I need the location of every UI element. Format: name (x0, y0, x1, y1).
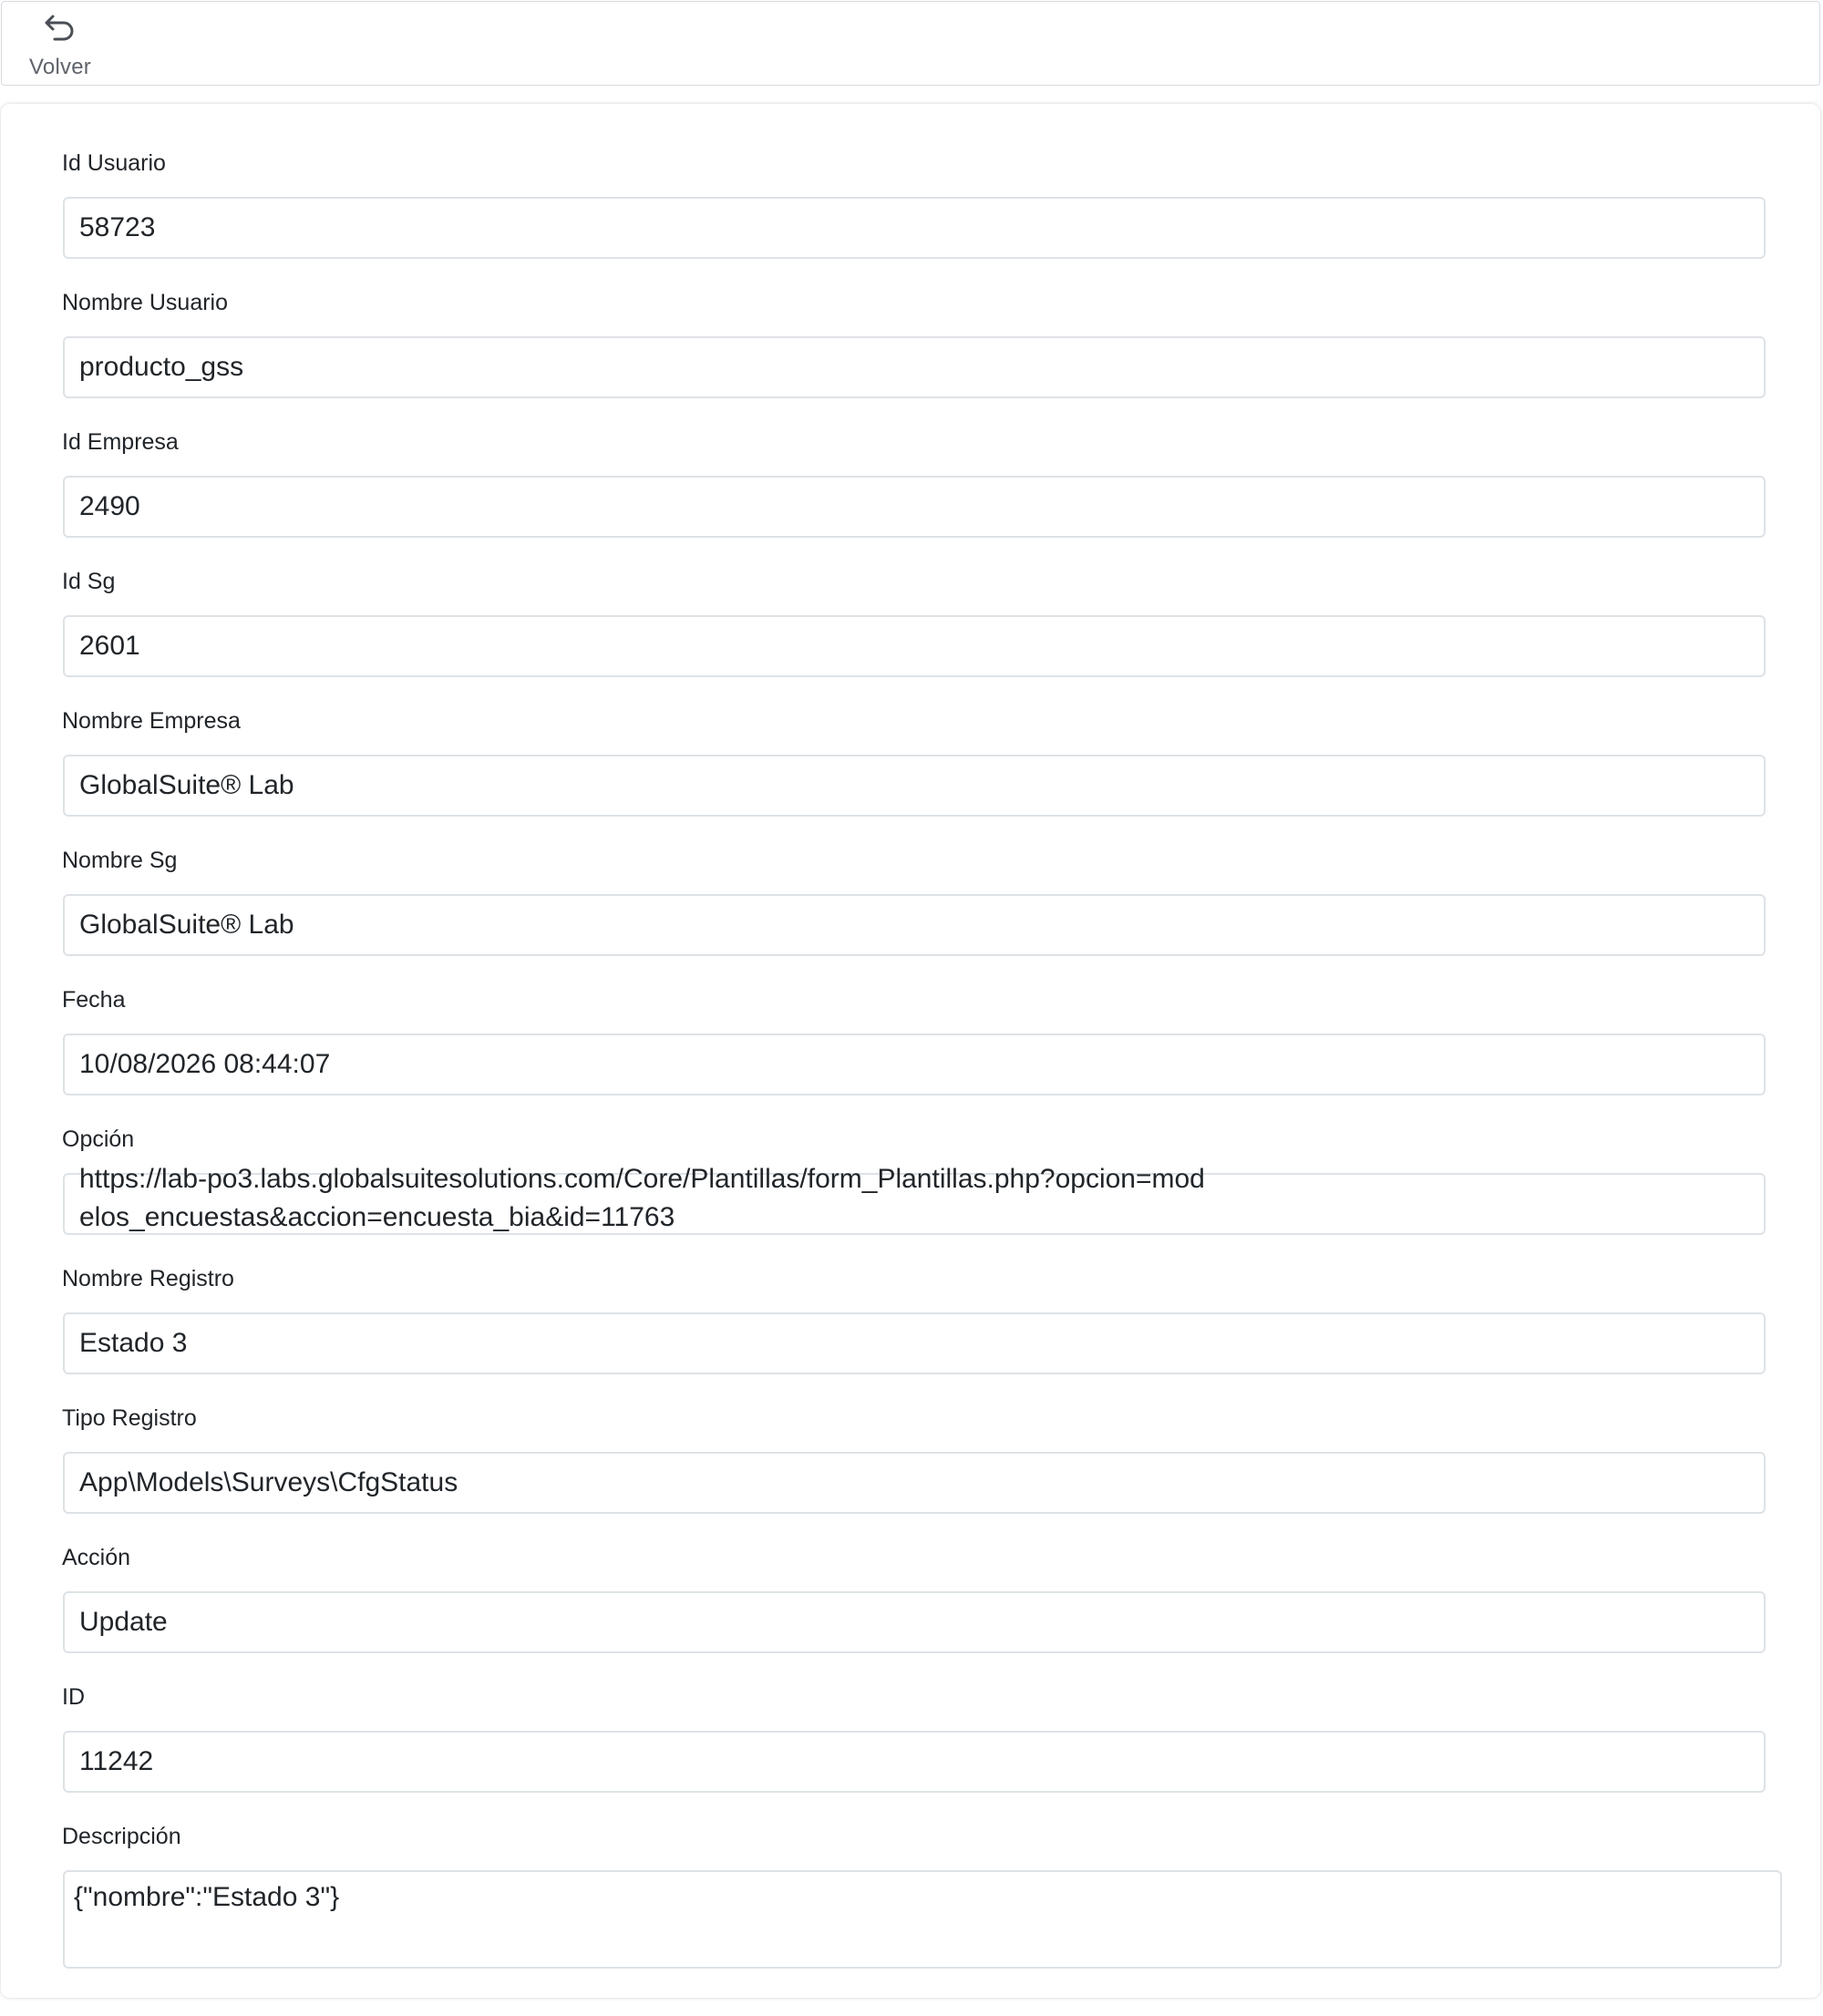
field-nombre-sg (62, 847, 294, 940)
field-label: Nombre Empresa (62, 708, 241, 734)
field-id (62, 1683, 154, 1776)
field-nombre-empresa (62, 707, 294, 800)
id-empresa-input[interactable]: 2490 (63, 476, 1766, 538)
field-label: Id Sg (62, 569, 116, 594)
descripcion-textarea[interactable]: {"nombre":"Estado 3"} (63, 1870, 1782, 1969)
detail-form-card (1, 104, 1820, 1998)
field-label: Descripción (62, 1824, 181, 1849)
field-label: ID (62, 1684, 85, 1710)
field-nombre-registro (62, 1265, 234, 1358)
accion-input[interactable]: Update (63, 1591, 1766, 1653)
field-label: Acción (62, 1545, 131, 1570)
back-button[interactable] (20, 11, 100, 80)
field-id-usuario (62, 149, 166, 242)
field-nombre-usuario (62, 289, 244, 382)
field-tipo-registro (62, 1404, 458, 1497)
toolbar (1, 1, 1820, 86)
id-usuario-input[interactable]: 58723 (63, 197, 1766, 259)
id-sg-input[interactable]: 2601 (63, 615, 1766, 677)
field-fecha (62, 986, 331, 1079)
nombre-sg-input[interactable]: GlobalSuite® Lab (63, 894, 1766, 956)
field-accion (62, 1544, 168, 1637)
field-label: Id Empresa (62, 429, 179, 455)
nombre-empresa-input[interactable]: GlobalSuite® Lab (63, 755, 1766, 817)
field-opcion (62, 1126, 1205, 1232)
nombre-registro-input[interactable]: Estado 3 (63, 1312, 1766, 1374)
back-button-label: Volver (29, 55, 91, 79)
tipo-registro-input[interactable]: App\Models\Surveys\CfgStatus (63, 1452, 1766, 1514)
fecha-input[interactable]: 10/08/2026 08:44:07 (63, 1034, 1766, 1095)
field-label: Nombre Sg (62, 848, 178, 873)
field-label: Id Usuario (62, 150, 166, 176)
field-label: Fecha (62, 987, 126, 1013)
field-id-empresa (62, 428, 179, 521)
field-label: Tipo Registro (62, 1405, 197, 1431)
field-id-sg (62, 568, 140, 661)
undo-arrow-icon (42, 11, 78, 47)
field-label: Nombre Usuario (62, 290, 229, 315)
id-input[interactable]: 11242 (63, 1731, 1766, 1793)
field-descripcion (62, 1823, 340, 1912)
field-label: Nombre Registro (62, 1266, 234, 1291)
opcion-input[interactable] (63, 1164, 1766, 1235)
field-label: Opción (62, 1126, 135, 1152)
opcion-value: https://lab-po3.labs.globalsuitesolutions.com/Core/Plantillas/form_Plantillas.php?opcion=modelos_encuestas&accion=encuesta_bia&id=11763 (79, 1164, 1205, 1232)
nombre-usuario-input[interactable]: producto_gss (63, 336, 1766, 398)
